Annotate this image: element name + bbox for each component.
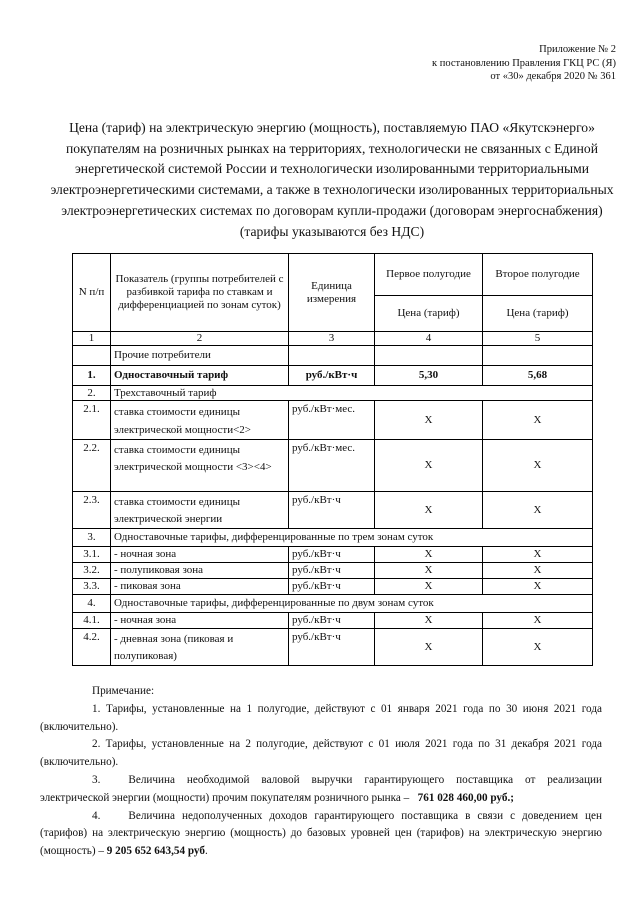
appendix-line-2: к постановлению Правления ГКЦ РС (Я) [432, 57, 616, 69]
row-num: 3. [73, 529, 111, 547]
header-second-half: Второе полугодие [483, 254, 593, 296]
notes-heading: Примечание: [92, 685, 155, 697]
table-row [73, 563, 593, 579]
row-num: 1. [73, 366, 111, 386]
row-num: 2. [73, 386, 111, 401]
row-num: 4. [73, 595, 111, 613]
row-value-2: X [483, 401, 593, 440]
row-name: ставка стоимости единицы электрической энергии [111, 492, 289, 529]
row-num: 4.2. [73, 629, 111, 666]
table-row [73, 579, 593, 595]
table-row [73, 547, 593, 563]
row-name: Одноставочный тариф [111, 366, 289, 386]
note-4-text: Величина недополученных доходов гарантирующего поставщика в связи с доведением цен (тарифов) на электрическую энергию (мощность) до базовых уровней цен (тарифов) на электрическую энергию (мощность) – [40, 809, 602, 858]
row-name: - ночная зона [111, 547, 289, 563]
row-value-2: X [483, 440, 593, 492]
row-num: 2.1. [73, 401, 111, 440]
row-unit: руб./кВт·мес. [289, 401, 375, 440]
row-unit: руб./кВт·ч [289, 492, 375, 529]
appendix-line-3: от «30» декабря 2020 № 361 [490, 71, 616, 82]
empty-cell [289, 346, 375, 366]
empty-cell [483, 346, 593, 366]
note-2: 2. Тарифы, установленные на 2 полугодие, действуют с 01 июля 2021 года по 31 декабря 2021 года (включительно). [40, 738, 602, 769]
row-value-1: X [375, 440, 483, 492]
row-unit: руб./кВт·ч [289, 629, 375, 666]
note-3 [40, 772, 602, 808]
section-title: Одноставочные тарифы, дифференцированные по трем зонам суток [111, 529, 593, 547]
row-num: 4.1. [73, 613, 111, 629]
table-row [73, 629, 593, 666]
note-3-number: 3. [92, 773, 101, 786]
row-name: - полупиковая зона [111, 563, 289, 579]
col-number: 1 [73, 332, 111, 346]
row-value-1: 5,30 [375, 366, 483, 386]
row-num: 3.3. [73, 579, 111, 595]
appendix-header [432, 43, 616, 84]
section-row [73, 529, 593, 547]
row-value-2: X [483, 563, 593, 579]
table-row [73, 401, 593, 440]
appendix-line-1: Приложение № 2 [539, 44, 616, 55]
table-row [73, 440, 593, 492]
col-number: 5 [483, 332, 593, 346]
row-name: ставка стоимости единицы электрической мощности <3><4> [111, 440, 289, 492]
note-1: 1. Тарифы, установленные на 1 полугодие, действуют с 01 января 2021 года по 30 июня 2021 года (включительно). [40, 702, 602, 733]
row-value-1: X [375, 547, 483, 563]
col-number: 4 [375, 332, 483, 346]
row-num: 3.2. [73, 563, 111, 579]
row-value-2: X [483, 547, 593, 563]
column-numbers-row [73, 332, 593, 346]
section-row [73, 386, 593, 401]
row-unit: руб./кВт·ч [289, 579, 375, 595]
row-value-1: X [375, 613, 483, 629]
row-value-2: 5,68 [483, 366, 593, 386]
row-unit: руб./кВт·ч [289, 366, 375, 386]
section-row [73, 595, 593, 613]
tariff-table [72, 253, 593, 666]
row-num: 2.2. [73, 440, 111, 492]
note-4-number: 4. [92, 809, 101, 822]
table-row [73, 613, 593, 629]
row-unit: руб./кВт·ч [289, 547, 375, 563]
empty-cell [375, 346, 483, 366]
row-name: - дневная зона (пиковая и полупиковая) [111, 629, 289, 666]
header-indicator: Показатель (группы потребителей с разбивкой тарифа по ставкам и дифференциацией по зонам суток) [111, 254, 289, 332]
row-value-1: X [375, 492, 483, 529]
row-value-2: X [483, 613, 593, 629]
row-name: - пиковая зона [111, 579, 289, 595]
row-value-1: X [375, 563, 483, 579]
row-value-2: X [483, 579, 593, 595]
section-title: Трехставочный тариф [111, 386, 593, 401]
row-unit: руб./кВт·ч [289, 563, 375, 579]
table-row [73, 492, 593, 529]
col-number: 3 [289, 332, 375, 346]
note-4-value: 9 205 652 643,54 руб [106, 845, 205, 858]
col-number: 2 [111, 332, 289, 346]
table-row [73, 366, 593, 386]
header-row [73, 254, 593, 296]
empty-cell [73, 346, 111, 366]
row-value-1: X [375, 629, 483, 666]
group-label: Прочие потребители [111, 346, 289, 366]
note-4 [40, 808, 602, 861]
row-unit: руб./кВт·мес. [289, 440, 375, 492]
row-name: - ночная зона [111, 613, 289, 629]
document-title: Цена (тариф) на электрическую энергию (мощность), поставляемую ПАО «Якутскэнерго» покупателям на розничных рынках на территориях, технологически не связанных с Единой энергетической системой России и технологически изолированными территориальными электроэнергетическими системами, а также в технологически изолированных территориальных электроэнергетических системах по договорам купли-продажи (договорам энергоснабжения) (тарифы указываются без НДС) [50, 120, 614, 239]
row-name: ставка стоимости единицы электрической мощности<2> [111, 401, 289, 440]
row-value-1: X [375, 579, 483, 595]
header-first-half: Первое полугодие [375, 254, 483, 296]
header-price-2: Цена (тариф) [483, 296, 593, 332]
note-3-value: 761 028 460,00 руб.; [417, 791, 514, 804]
note-4-end: . [204, 845, 208, 858]
row-num: 2.3. [73, 492, 111, 529]
section-title: Одноставочные тарифы, дифференцированные по двум зонам суток [111, 595, 593, 613]
row-value-1: X [375, 401, 483, 440]
notes-section [40, 683, 602, 861]
row-value-2: X [483, 492, 593, 529]
group-row [73, 346, 593, 366]
note-3-text: Величина необходимой валовой выручки гарантирующего поставщика от реализации электрической энергии (мощности) прочим покупателям розничного рынка – [40, 773, 602, 804]
row-value-2: X [483, 629, 593, 666]
header-unit: Единица измерения [289, 254, 375, 332]
row-num: 3.1. [73, 547, 111, 563]
header-price-1: Цена (тариф) [375, 296, 483, 332]
row-unit: руб./кВт·ч [289, 613, 375, 629]
header-num: N п/п [73, 254, 111, 332]
